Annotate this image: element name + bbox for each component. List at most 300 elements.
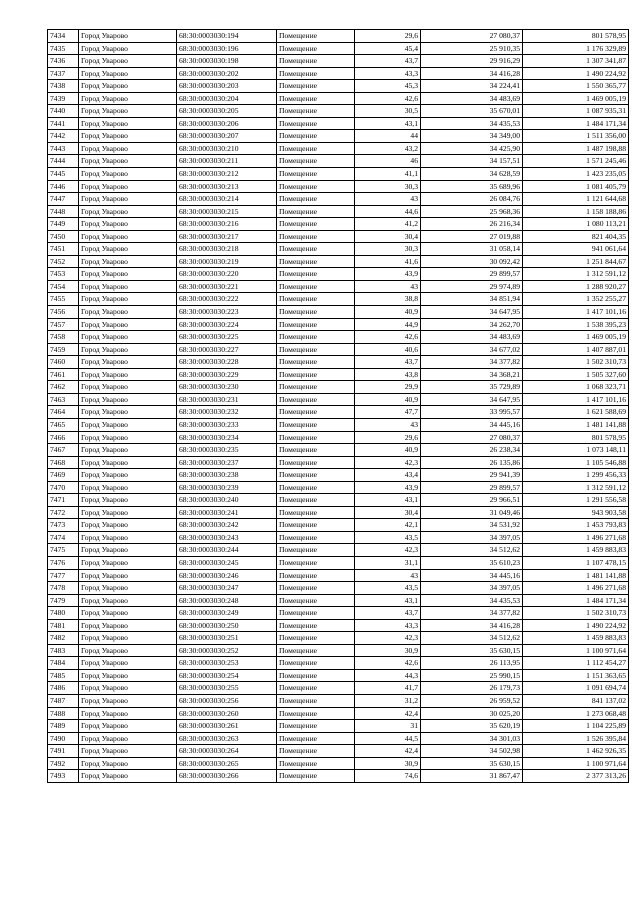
cadastral-value-cell: 1 462 926,35: [523, 745, 629, 758]
cadastral-number-cell: 68:30:0003030:246: [177, 569, 277, 582]
object-type-cell: Помещение: [277, 331, 355, 344]
cadastral-value-cell: 1 080 113,21: [523, 218, 629, 231]
table-row: [48, 607, 629, 620]
locality-cell: Город Уварово: [79, 556, 177, 569]
cadastral-value-cell: 2 377 313,26: [523, 770, 629, 783]
row-number-cell: 7435: [48, 42, 79, 55]
area-cell: 43,1: [355, 117, 421, 130]
object-type-cell: Помещение: [277, 381, 355, 394]
table-row: [48, 707, 629, 720]
object-type-cell: Помещение: [277, 193, 355, 206]
cadastral-value-cell: 1 158 188,86: [523, 205, 629, 218]
area-cell: 44,9: [355, 318, 421, 331]
specific-value-cell: 34 397,05: [421, 531, 523, 544]
locality-cell: Город Уварово: [79, 669, 177, 682]
locality-cell: Город Уварово: [79, 406, 177, 419]
specific-value-cell: 30 092,42: [421, 255, 523, 268]
table-row: [48, 218, 629, 231]
cadastral-value-cell: 1 571 245,46: [523, 155, 629, 168]
locality-cell: Город Уварово: [79, 42, 177, 55]
area-cell: 74,6: [355, 770, 421, 783]
table-row: [48, 644, 629, 657]
table-row: [48, 582, 629, 595]
table-row: [48, 306, 629, 319]
row-number-cell: 7472: [48, 506, 79, 519]
cadastral-number-cell: 68:30:0003030:231: [177, 393, 277, 406]
cadastral-value-cell: 1 112 454,27: [523, 657, 629, 670]
row-number-cell: 7439: [48, 92, 79, 105]
object-type-cell: Помещение: [277, 469, 355, 482]
row-number-cell: 7492: [48, 757, 79, 770]
specific-value-cell: 34 368,21: [421, 368, 523, 381]
row-number-cell: 7443: [48, 142, 79, 155]
specific-value-cell: 26 216,34: [421, 218, 523, 231]
table-row: [48, 745, 629, 758]
area-cell: 41,6: [355, 255, 421, 268]
object-type-cell: Помещение: [277, 506, 355, 519]
area-cell: 43: [355, 193, 421, 206]
row-number-cell: 7470: [48, 481, 79, 494]
cadastral-number-cell: 68:30:0003030:255: [177, 682, 277, 695]
object-type-cell: Помещение: [277, 544, 355, 557]
specific-value-cell: 34 377,82: [421, 356, 523, 369]
area-cell: 42,6: [355, 331, 421, 344]
cadastral-number-cell: 68:30:0003030:235: [177, 444, 277, 457]
locality-cell: Город Уварово: [79, 632, 177, 645]
cadastral-number-cell: 68:30:0003030:214: [177, 193, 277, 206]
specific-value-cell: 35 610,23: [421, 556, 523, 569]
cadastral-number-cell: 68:30:0003030:240: [177, 494, 277, 507]
locality-cell: Город Уварово: [79, 130, 177, 143]
specific-value-cell: 26 238,34: [421, 444, 523, 457]
row-number-cell: 7485: [48, 669, 79, 682]
specific-value-cell: 34 435,53: [421, 117, 523, 130]
cadastral-value-cell: 821 404,35: [523, 230, 629, 243]
area-cell: 29,9: [355, 381, 421, 394]
cadastral-number-cell: 68:30:0003030:254: [177, 669, 277, 682]
locality-cell: Город Уварово: [79, 255, 177, 268]
table-row: [48, 117, 629, 130]
locality-cell: Город Уварово: [79, 356, 177, 369]
specific-value-cell: 34 502,98: [421, 745, 523, 758]
locality-cell: Город Уварово: [79, 293, 177, 306]
locality-cell: Город Уварово: [79, 569, 177, 582]
object-type-cell: Помещение: [277, 657, 355, 670]
area-cell: 43,9: [355, 268, 421, 281]
locality-cell: Город Уварово: [79, 431, 177, 444]
locality-cell: Город Уварово: [79, 657, 177, 670]
object-type-cell: Помещение: [277, 682, 355, 695]
object-type-cell: Помещение: [277, 556, 355, 569]
specific-value-cell: 26 113,95: [421, 657, 523, 670]
cadastral-number-cell: 68:30:0003030:228: [177, 356, 277, 369]
locality-cell: Город Уварово: [79, 92, 177, 105]
cadastral-value-cell: 1 526 395,84: [523, 732, 629, 745]
locality-cell: Город Уварово: [79, 418, 177, 431]
cadastral-number-cell: 68:30:0003030:220: [177, 268, 277, 281]
locality-cell: Город Уварово: [79, 343, 177, 356]
row-number-cell: 7460: [48, 356, 79, 369]
area-cell: 31,1: [355, 556, 421, 569]
table-row: [48, 243, 629, 256]
specific-value-cell: 27 080,37: [421, 431, 523, 444]
table-row: [48, 494, 629, 507]
object-type-cell: Помещение: [277, 607, 355, 620]
locality-cell: Город Уварово: [79, 381, 177, 394]
row-number-cell: 7489: [48, 720, 79, 733]
cadastral-value-cell: 1 417 101,16: [523, 306, 629, 319]
specific-value-cell: 29 941,39: [421, 469, 523, 482]
table-row: [48, 418, 629, 431]
table-row: [48, 331, 629, 344]
cadastral-value-cell: 1 151 363,65: [523, 669, 629, 682]
object-type-cell: Помещение: [277, 80, 355, 93]
cadastral-value-cell: 1 550 365,77: [523, 80, 629, 93]
object-type-cell: Помещение: [277, 632, 355, 645]
area-cell: 43,2: [355, 142, 421, 155]
cadastral-value-cell: 1 312 591,12: [523, 268, 629, 281]
cadastral-value-cell: 1 273 068,48: [523, 707, 629, 720]
cadastral-number-cell: 68:30:0003030:238: [177, 469, 277, 482]
area-cell: 42,6: [355, 92, 421, 105]
specific-value-cell: 26 959,52: [421, 694, 523, 707]
cadastral-number-cell: 68:30:0003030:239: [177, 481, 277, 494]
object-type-cell: Помещение: [277, 745, 355, 758]
specific-value-cell: 34 647,95: [421, 306, 523, 319]
specific-value-cell: 27 019,88: [421, 230, 523, 243]
area-cell: 29,6: [355, 431, 421, 444]
table-row: [48, 469, 629, 482]
object-type-cell: Помещение: [277, 155, 355, 168]
object-type-cell: Помещение: [277, 582, 355, 595]
row-number-cell: 7481: [48, 619, 79, 632]
specific-value-cell: 34 445,16: [421, 418, 523, 431]
cadastral-value-cell: 1 621 588,69: [523, 406, 629, 419]
locality-cell: Город Уварово: [79, 80, 177, 93]
locality-cell: Город Уварово: [79, 494, 177, 507]
specific-value-cell: 33 995,57: [421, 406, 523, 419]
cadastral-number-cell: 68:30:0003030:232: [177, 406, 277, 419]
cadastral-number-cell: 68:30:0003030:256: [177, 694, 277, 707]
area-cell: 47,7: [355, 406, 421, 419]
cadastral-number-cell: 68:30:0003030:198: [177, 55, 277, 68]
cadastral-number-cell: 68:30:0003030:222: [177, 293, 277, 306]
object-type-cell: Помещение: [277, 117, 355, 130]
locality-cell: Город Уварово: [79, 707, 177, 720]
object-type-cell: Помещение: [277, 444, 355, 457]
locality-cell: Город Уварово: [79, 218, 177, 231]
cadastral-number-cell: 68:30:0003030:213: [177, 180, 277, 193]
row-number-cell: 7450: [48, 230, 79, 243]
cadastral-value-cell: 1 307 341,87: [523, 55, 629, 68]
row-number-cell: 7441: [48, 117, 79, 130]
cadastral-number-cell: 68:30:0003030:241: [177, 506, 277, 519]
specific-value-cell: 29 899,57: [421, 268, 523, 281]
specific-value-cell: 34 397,05: [421, 582, 523, 595]
object-type-cell: Помещение: [277, 306, 355, 319]
table-row: [48, 632, 629, 645]
area-cell: 42,4: [355, 707, 421, 720]
area-cell: 29,6: [355, 30, 421, 43]
table-row: [48, 406, 629, 419]
cadastral-number-cell: 68:30:0003030:211: [177, 155, 277, 168]
table-row: [48, 619, 629, 632]
object-type-cell: Помещение: [277, 431, 355, 444]
specific-value-cell: 29 974,89: [421, 280, 523, 293]
area-cell: 43,7: [355, 607, 421, 620]
object-type-cell: Помещение: [277, 569, 355, 582]
table-row: [48, 368, 629, 381]
cadastral-number-cell: 68:30:0003030:194: [177, 30, 277, 43]
specific-value-cell: 34 416,28: [421, 619, 523, 632]
area-cell: 43,3: [355, 67, 421, 80]
cadastral-number-cell: 68:30:0003030:210: [177, 142, 277, 155]
locality-cell: Город Уварово: [79, 180, 177, 193]
specific-value-cell: 34 483,69: [421, 331, 523, 344]
table-row: [48, 168, 629, 181]
row-number-cell: 7471: [48, 494, 79, 507]
cadastral-value-cell: 1 423 235,05: [523, 168, 629, 181]
area-cell: 43: [355, 418, 421, 431]
locality-cell: Город Уварово: [79, 519, 177, 532]
cadastral-value-cell: 801 578,95: [523, 30, 629, 43]
cadastral-number-cell: 68:30:0003030:265: [177, 757, 277, 770]
row-number-cell: 7442: [48, 130, 79, 143]
locality-cell: Город Уварово: [79, 230, 177, 243]
object-type-cell: Помещение: [277, 280, 355, 293]
object-type-cell: Помещение: [277, 456, 355, 469]
locality-cell: Город Уварово: [79, 582, 177, 595]
row-number-cell: 7444: [48, 155, 79, 168]
specific-value-cell: 34 483,69: [421, 92, 523, 105]
row-number-cell: 7467: [48, 444, 79, 457]
cadastral-number-cell: 68:30:0003030:202: [177, 67, 277, 80]
specific-value-cell: 26 179,73: [421, 682, 523, 695]
area-cell: 30,5: [355, 105, 421, 118]
cadastral-value-cell: 1 417 101,16: [523, 393, 629, 406]
row-number-cell: 7447: [48, 193, 79, 206]
table-row: [48, 393, 629, 406]
cadastral-value-cell: 1 487 198,88: [523, 142, 629, 155]
object-type-cell: Помещение: [277, 130, 355, 143]
object-type-cell: Помещение: [277, 268, 355, 281]
cadastral-value-cell: 1 312 591,12: [523, 481, 629, 494]
object-type-cell: Помещение: [277, 105, 355, 118]
table-row: [48, 193, 629, 206]
row-number-cell: 7436: [48, 55, 79, 68]
specific-value-cell: 34 349,00: [421, 130, 523, 143]
object-type-cell: Помещение: [277, 343, 355, 356]
specific-value-cell: 34 512,62: [421, 544, 523, 557]
object-type-cell: Помещение: [277, 707, 355, 720]
locality-cell: Город Уварово: [79, 193, 177, 206]
specific-value-cell: 31 049,46: [421, 506, 523, 519]
locality-cell: Город Уварово: [79, 694, 177, 707]
table-row: [48, 30, 629, 43]
area-cell: 30,9: [355, 757, 421, 770]
row-number-cell: 7473: [48, 519, 79, 532]
cadastral-value-cell: 1 107 478,15: [523, 556, 629, 569]
table-row: [48, 757, 629, 770]
table-row: [48, 155, 629, 168]
locality-cell: Город Уварово: [79, 331, 177, 344]
specific-value-cell: 34 262,70: [421, 318, 523, 331]
area-cell: 43,7: [355, 356, 421, 369]
object-type-cell: Помещение: [277, 55, 355, 68]
cadastral-number-cell: 68:30:0003030:227: [177, 343, 277, 356]
locality-cell: Город Уварово: [79, 644, 177, 657]
object-type-cell: Помещение: [277, 694, 355, 707]
cadastral-number-cell: 68:30:0003030:234: [177, 431, 277, 444]
locality-cell: Город Уварово: [79, 117, 177, 130]
area-cell: 42,4: [355, 745, 421, 758]
cadastral-number-cell: 68:30:0003030:250: [177, 619, 277, 632]
locality-cell: Город Уварово: [79, 594, 177, 607]
object-type-cell: Помещение: [277, 481, 355, 494]
cadastral-number-cell: 68:30:0003030:247: [177, 582, 277, 595]
cadastral-number-cell: 68:30:0003030:205: [177, 105, 277, 118]
locality-cell: Город Уварово: [79, 619, 177, 632]
locality-cell: Город Уварово: [79, 757, 177, 770]
cadastral-value-cell: 1 251 844,67: [523, 255, 629, 268]
locality-cell: Город Уварово: [79, 732, 177, 745]
cadastral-number-cell: 68:30:0003030:221: [177, 280, 277, 293]
table-row: [48, 456, 629, 469]
area-cell: 43,8: [355, 368, 421, 381]
specific-value-cell: 34 647,95: [421, 393, 523, 406]
area-cell: 43,5: [355, 582, 421, 595]
area-cell: 43: [355, 280, 421, 293]
locality-cell: Город Уварово: [79, 544, 177, 557]
table-row: [48, 669, 629, 682]
table-row: [48, 343, 629, 356]
cadastral-value-cell: 801 578,95: [523, 431, 629, 444]
object-type-cell: Помещение: [277, 230, 355, 243]
locality-cell: Город Уварово: [79, 745, 177, 758]
area-cell: 41,1: [355, 168, 421, 181]
table-row: [48, 356, 629, 369]
table-row: [48, 531, 629, 544]
table-row: [48, 770, 629, 783]
object-type-cell: Помещение: [277, 732, 355, 745]
cadastral-number-cell: 68:30:0003030:260: [177, 707, 277, 720]
cadastral-value-cell: 1 459 883,83: [523, 632, 629, 645]
locality-cell: Город Уварово: [79, 318, 177, 331]
cadastral-value-cell: 1 288 920,27: [523, 280, 629, 293]
row-number-cell: 7466: [48, 431, 79, 444]
object-type-cell: Помещение: [277, 92, 355, 105]
specific-value-cell: 27 080,37: [421, 30, 523, 43]
table-row: [48, 55, 629, 68]
cadastral-value-cell: 1 081 405,79: [523, 180, 629, 193]
locality-cell: Город Уварово: [79, 682, 177, 695]
cadastral-number-cell: 68:30:0003030:252: [177, 644, 277, 657]
cadastral-value-cell: 1 469 005,19: [523, 92, 629, 105]
area-cell: 45,3: [355, 80, 421, 93]
table-row: [48, 92, 629, 105]
table-row: [48, 130, 629, 143]
cadastral-value-cell: 1 121 644,68: [523, 193, 629, 206]
specific-value-cell: 34 425,90: [421, 142, 523, 155]
object-type-cell: Помещение: [277, 218, 355, 231]
cadastral-number-cell: 68:30:0003030:230: [177, 381, 277, 394]
row-number-cell: 7449: [48, 218, 79, 231]
cadastral-value-cell: 1 291 556,58: [523, 494, 629, 507]
table-row: [48, 732, 629, 745]
table-row: [48, 594, 629, 607]
cadastral-number-cell: 68:30:0003030:249: [177, 607, 277, 620]
row-number-cell: 7454: [48, 280, 79, 293]
cadastral-number-cell: 68:30:0003030:233: [177, 418, 277, 431]
area-cell: 43,5: [355, 531, 421, 544]
locality-cell: Город Уварово: [79, 306, 177, 319]
row-number-cell: 7455: [48, 293, 79, 306]
locality-cell: Город Уварово: [79, 393, 177, 406]
area-cell: 40,9: [355, 393, 421, 406]
locality-cell: Город Уварово: [79, 531, 177, 544]
specific-value-cell: 31 867,47: [421, 770, 523, 783]
row-number-cell: 7461: [48, 368, 79, 381]
cadastral-number-cell: 68:30:0003030:245: [177, 556, 277, 569]
specific-value-cell: 30 025,20: [421, 707, 523, 720]
table-row: [48, 142, 629, 155]
specific-value-cell: 29 916,29: [421, 55, 523, 68]
row-number-cell: 7490: [48, 732, 79, 745]
cadastral-number-cell: 68:30:0003030:207: [177, 130, 277, 143]
table-row: [48, 105, 629, 118]
locality-cell: Город Уварово: [79, 469, 177, 482]
row-number-cell: 7458: [48, 331, 79, 344]
row-number-cell: 7457: [48, 318, 79, 331]
locality-cell: Город Уварово: [79, 770, 177, 783]
locality-cell: Город Уварово: [79, 607, 177, 620]
locality-cell: Город Уварово: [79, 720, 177, 733]
area-cell: 42,1: [355, 519, 421, 532]
table-row: [48, 67, 629, 80]
area-cell: 44: [355, 130, 421, 143]
row-number-cell: 7446: [48, 180, 79, 193]
cadastral-number-cell: 68:30:0003030:215: [177, 205, 277, 218]
row-number-cell: 7491: [48, 745, 79, 758]
cadastral-value-cell: 1 100 971,64: [523, 757, 629, 770]
area-cell: 43,4: [355, 469, 421, 482]
row-number-cell: 7487: [48, 694, 79, 707]
locality-cell: Город Уварово: [79, 506, 177, 519]
object-type-cell: Помещение: [277, 418, 355, 431]
row-number-cell: 7476: [48, 556, 79, 569]
table-body: [48, 30, 629, 783]
specific-value-cell: 35 729,89: [421, 381, 523, 394]
area-cell: 40,9: [355, 306, 421, 319]
table-row: [48, 180, 629, 193]
area-cell: 40,9: [355, 444, 421, 457]
cadastral-value-cell: 1 104 225,89: [523, 720, 629, 733]
locality-cell: Город Уварово: [79, 205, 177, 218]
object-type-cell: Помещение: [277, 720, 355, 733]
specific-value-cell: 34 416,28: [421, 67, 523, 80]
area-cell: 30,4: [355, 506, 421, 519]
specific-value-cell: 34 377,82: [421, 607, 523, 620]
table-row: [48, 556, 629, 569]
table-row: [48, 80, 629, 93]
specific-value-cell: 26 084,76: [421, 193, 523, 206]
cadastral-number-cell: 68:30:0003030:248: [177, 594, 277, 607]
table-row: [48, 506, 629, 519]
area-cell: 42,3: [355, 456, 421, 469]
row-number-cell: 7464: [48, 406, 79, 419]
cadastral-number-cell: 68:30:0003030:203: [177, 80, 277, 93]
table-row: [48, 431, 629, 444]
